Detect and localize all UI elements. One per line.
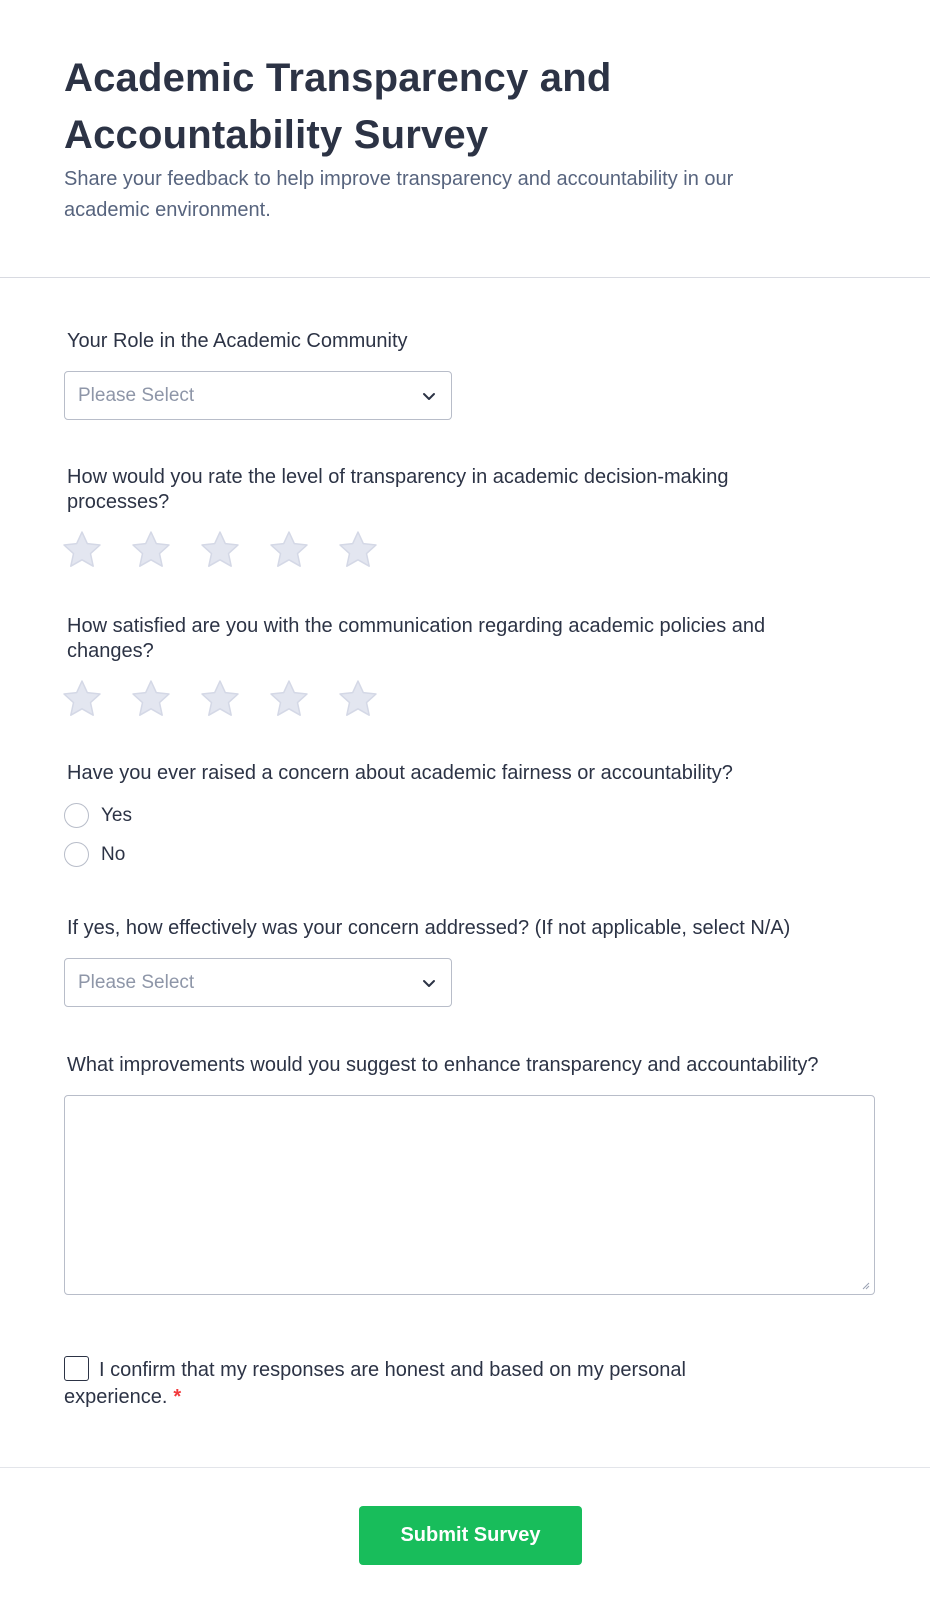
confirmation-label: I confirm that my responses are honest and based on my personal experience.	[64, 1359, 686, 1408]
resize-handle-icon[interactable]	[860, 1280, 870, 1290]
star-icon[interactable]	[62, 679, 102, 719]
radio-yes[interactable]	[64, 803, 132, 828]
communication-star-rating	[62, 679, 378, 719]
submit-button[interactable]: Submit Survey	[359, 1506, 582, 1565]
transparency-star-rating	[62, 530, 378, 570]
concern-addressed-select[interactable]	[64, 958, 452, 1007]
star-icon[interactable]	[200, 530, 240, 570]
transparency-rating-label: How would you rate the level of transparency in academic decision-making processes?	[67, 466, 729, 513]
confirmation-row	[64, 1356, 764, 1411]
improvements-textarea[interactable]	[64, 1095, 875, 1295]
role-label: Your Role in the Academic Community	[67, 330, 408, 352]
required-asterisk: *	[173, 1386, 182, 1408]
radio-no[interactable]	[64, 842, 125, 867]
star-icon[interactable]	[200, 679, 240, 719]
concern-addressed-label: If yes, how effectively was your concern addressed? (If not applicable, select N/A)	[67, 917, 791, 939]
star-icon[interactable]	[131, 530, 171, 570]
star-icon[interactable]	[338, 679, 378, 719]
star-icon[interactable]	[269, 530, 309, 570]
star-icon[interactable]	[131, 679, 171, 719]
star-icon[interactable]	[338, 530, 378, 570]
improvements-label: What improvements would you suggest to enhance transparency and accountability?	[67, 1054, 819, 1076]
radio-no-label: No	[101, 843, 126, 865]
form-header	[0, 0, 930, 278]
page-title: Academic Transparency and Accountability Survey	[64, 56, 612, 157]
confirmation-checkbox[interactable]	[64, 1356, 89, 1381]
role-select[interactable]	[64, 371, 452, 420]
radio-yes-label: Yes	[101, 804, 132, 826]
raised-concern-label: Have you ever raised a concern about academic fairness or accountability?	[67, 762, 733, 784]
footer-divider	[0, 1467, 930, 1468]
chevron-down-icon	[421, 388, 437, 404]
star-icon[interactable]	[269, 679, 309, 719]
chevron-down-icon	[421, 975, 437, 991]
concern-addressed-select-value: Please Select	[78, 971, 195, 993]
radio-circle[interactable]	[64, 803, 89, 828]
communication-rating-label: How satisfied are you with the communication regarding academic policies and changes?	[67, 615, 766, 662]
radio-circle[interactable]	[64, 842, 89, 867]
star-icon[interactable]	[62, 530, 102, 570]
page-subtitle: Share your feedback to help improve transparency and accountability in our academic environment.	[64, 168, 734, 221]
role-select-value: Please Select	[78, 384, 195, 406]
